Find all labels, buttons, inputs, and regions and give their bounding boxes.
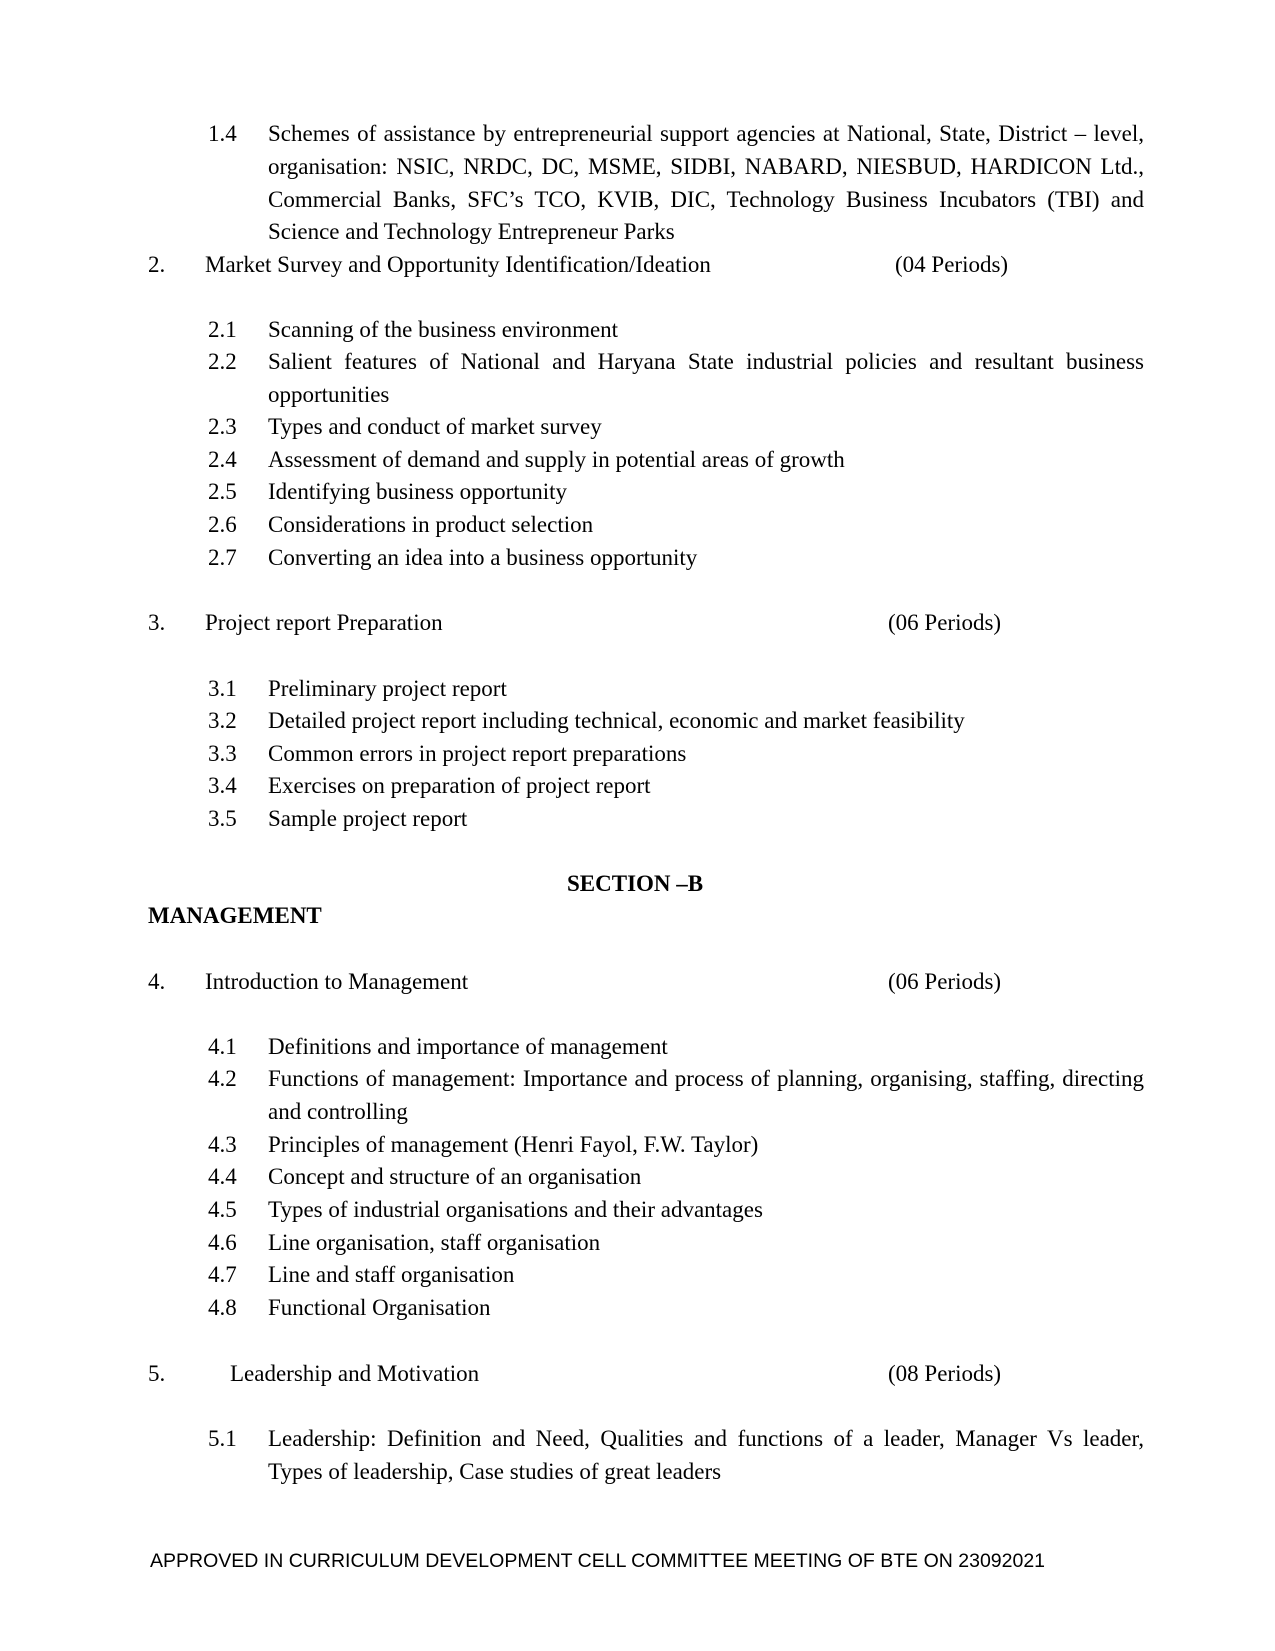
item-number: 4.4 (208, 1164, 237, 1189)
item-text: Detailed project report including technical, economic and market feasibility (268, 708, 965, 733)
item-text: Line and staff organisation (268, 1262, 515, 1287)
item-number: 4.2 (208, 1066, 237, 1091)
item-text: Line organisation, staff organisation (268, 1230, 601, 1255)
section-title: Leadership and Motivation (230, 1361, 480, 1386)
item-text: Principles of management (Henri Fayol, F.W. Taylor) (268, 1132, 759, 1157)
item-number: 3.4 (208, 773, 237, 798)
item-number: 2.1 (208, 317, 237, 342)
item-text: Identifying business opportunity (268, 479, 567, 504)
section-b-heading: SECTION –B (567, 871, 704, 896)
item-number: 2.7 (208, 545, 237, 570)
item-text: Scanning of the business environment (268, 317, 619, 342)
item-text: Definitions and importance of management (268, 1034, 668, 1059)
item-number: 2.6 (208, 512, 237, 537)
item-number: 3.1 (208, 676, 237, 701)
section-periods: (06 Periods) (888, 969, 1002, 994)
item-text: Functional Organisation (268, 1295, 491, 1320)
section-number: 3. (148, 610, 166, 635)
item-number: 1.4 (208, 121, 237, 146)
item-text: Sample project report (268, 806, 468, 831)
item-text: Types of industrial organisations and their advantages (268, 1197, 763, 1222)
item-text: Common errors in project report preparations (268, 741, 687, 766)
section-periods: (04 Periods) (895, 252, 1009, 277)
management-heading: MANAGEMENT (148, 903, 322, 928)
section-title: Project report Preparation (205, 610, 443, 635)
item-number: 2.5 (208, 479, 237, 504)
item-text: Assessment of demand and supply in potential areas of growth (268, 447, 845, 472)
item-text: Considerations in product selection (268, 512, 594, 537)
section-number: 5. (148, 1361, 166, 1386)
item-text: Exercises on preparation of project report (268, 773, 651, 798)
item-number: 3.5 (208, 806, 237, 831)
item-number: 2.2 (208, 349, 237, 374)
item-number: 3.3 (208, 741, 237, 766)
item-text: Types and conduct of market survey (268, 414, 602, 439)
item-text: Concept and structure of an organisation (268, 1164, 642, 1189)
item-text: Salient features of National and Haryana State industrial policies and resultant business opportunities (268, 349, 1144, 407)
item-number: 4.5 (208, 1197, 237, 1222)
item-number: 5.1 (208, 1426, 237, 1451)
item-text: Leadership: Definition and Need, Qualities and functions of a leader, Manager Vs leader, Types of leadership, Case studies of great leaders (268, 1426, 1144, 1484)
item-text: Schemes of assistance by entrepreneurial support agencies at National, State, District – level, organisation: NSIC, NRDC, DC, MSME, SIDBI, NABARD, NIESBUD, HARDICON Ltd., Commercial Banks, SFC’s TCO, KVIB, DIC, Technology Business Incubators (TBI) and Science and Technology Entrepreneur Parks (268, 121, 1144, 245)
section-number: 4. (148, 969, 166, 994)
section-periods: (06 Periods) (888, 610, 1002, 635)
item-number: 4.6 (208, 1230, 237, 1255)
section-title: Market Survey and Opportunity Identification/Ideation (205, 252, 711, 277)
item-number: 4.8 (208, 1295, 237, 1320)
item-number: 4.1 (208, 1034, 237, 1059)
item-number: 2.3 (208, 414, 237, 439)
item-text: Preliminary project report (268, 676, 507, 701)
footer-approval-note: APPROVED IN CURRICULUM DEVELOPMENT CELL COMMITTEE MEETING OF BTE ON 23092021 (150, 1550, 1046, 1572)
item-number: 3.2 (208, 708, 237, 733)
item-text: Converting an idea into a business opportunity (268, 545, 698, 570)
item-number: 2.4 (208, 447, 237, 472)
item-number: 4.7 (208, 1262, 237, 1287)
section-periods: (08 Periods) (888, 1361, 1002, 1386)
section-title: Introduction to Management (205, 969, 469, 994)
item-text: Functions of management: Importance and process of planning, organising, staffing, directing and controlling (268, 1066, 1144, 1124)
item-number: 4.3 (208, 1132, 237, 1157)
section-number: 2. (148, 252, 166, 277)
